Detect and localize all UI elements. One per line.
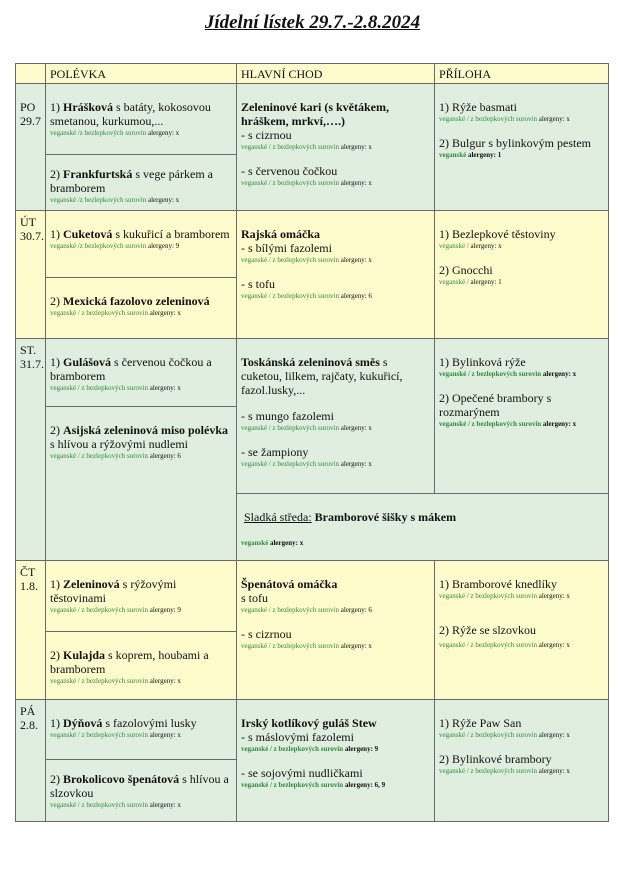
page-title: Jídelní lístek 29.7.-2.8.2024	[204, 12, 421, 33]
soup-cell	[46, 84, 237, 155]
dish-text: 1) Dýňová s fazolovými lusky	[50, 716, 197, 730]
monday-row-1	[16, 84, 609, 155]
day-cell-wednesday	[16, 339, 46, 561]
dish-meta: veganské / z bezlepkových surovin alergeny: x	[50, 677, 181, 685]
dish-meta: veganské / z bezlepkových surovin alergeny: x	[439, 420, 577, 428]
day-name: ÚT	[20, 215, 36, 229]
soup-cell	[46, 211, 237, 278]
header-side: PŘÍLOHA	[435, 64, 609, 84]
main-title: Irský kotlíkový guláš Stew	[241, 716, 377, 730]
soup-cell	[46, 760, 237, 822]
dish-meta: veganské / z bezlepkových surovin alergeny: 9	[241, 745, 379, 753]
dish-meta: veganské / z bezlepkových surovin alergeny: 6	[50, 452, 181, 460]
soup-cell	[46, 155, 237, 211]
dish-meta: veganské / z bezlepkových surovin alergeny: x	[439, 767, 570, 775]
main-cell	[237, 700, 435, 822]
day-cell-friday	[16, 700, 46, 822]
dish-meta: veganské / z bezlepkových surovin alergeny: x	[50, 384, 181, 392]
main-cell	[237, 339, 435, 494]
main-variant: - se sojovými nudličkami	[241, 766, 363, 780]
dish-meta: veganské / z bezlepkových surovin alergeny: 6	[241, 606, 372, 614]
main-title: Špenátová omáčka	[241, 577, 338, 591]
side-dish: 2) Rýže se slzovkou	[439, 623, 536, 637]
main-variant: - s bílými fazolemi	[241, 241, 332, 255]
dish-meta: veganské / z bezlepkových surovin alergeny: x	[439, 641, 570, 649]
friday-row-1	[16, 700, 609, 760]
side-dish: 1) Bylinková rýže	[439, 355, 526, 369]
sweet-wednesday-cell	[237, 494, 609, 561]
main-variant: - s tofu	[241, 277, 275, 291]
side-cell	[435, 84, 609, 211]
main-cell	[237, 84, 435, 211]
main-title: Zeleninové kari (s květákem, hráškem, mrkví,….)	[241, 100, 389, 128]
side-cell	[435, 339, 609, 494]
side-dish: 2) Opečené brambory s rozmarýnem	[439, 391, 552, 419]
day-name: ST.	[20, 343, 37, 357]
dish-meta: veganské / z bezlepkových surovin alergeny: x	[50, 309, 181, 317]
day-name: PO	[20, 100, 36, 114]
side-dish: 1) Bramborové knedlíky	[439, 577, 557, 591]
dish-meta: veganské / z bezlepkových surovin alergeny: 6, 9	[241, 781, 386, 789]
thursday-row-1	[16, 561, 609, 632]
main-variant: - s mungo fazolemi	[241, 409, 334, 423]
dish-text: 2) Asijská zeleninová miso polévka s hlívou a rýžovými nudlemi	[50, 423, 229, 451]
dish-meta: veganské / z bezlepkových surovin alergeny: x	[241, 256, 372, 264]
day-cell-monday	[16, 84, 46, 211]
side-dish: 1) Bezlepkové těstoviny	[439, 227, 556, 241]
dish-text: 1) Cuketová s kukuřicí a bramborem	[50, 227, 230, 241]
dish-text: 1) Hrášková s batáty, kokosovou smetanou, kurkumou,...	[50, 100, 211, 128]
day-date: 2.8.	[20, 718, 38, 732]
dish-text: 2) Frankfurtská s vege párkem a bramborem	[50, 167, 213, 195]
main-variant: s tofu	[241, 591, 268, 605]
dish-meta: veganské alergeny: x	[241, 539, 304, 547]
dish-text: 1) Gulášová s červenou čočkou a bramborem	[50, 355, 212, 383]
side-dish: 1) Rýže Paw San	[439, 716, 522, 730]
dish-text: 1) Zeleninová s rýžovými těstovinami	[50, 577, 177, 605]
side-dish: 1) Rýže basmati	[439, 100, 517, 114]
tuesday-row-1	[16, 211, 609, 278]
dish-meta: veganské / z bezlepkových surovin alergeny: x	[241, 143, 372, 151]
dish-meta: veganské / z bezlepkových surovin alergeny: x	[50, 801, 181, 809]
header-row	[16, 64, 609, 84]
soup-cell	[46, 561, 237, 632]
main-variant: - s cizrnou	[241, 128, 292, 142]
day-date: 1.8.	[20, 579, 38, 593]
main-variant: - s máslovými fazolemi	[241, 730, 354, 744]
main-variant: - se žampiony	[241, 445, 309, 459]
menu-table	[15, 63, 609, 822]
side-cell	[435, 561, 609, 700]
soup-cell	[46, 407, 237, 561]
dish-meta: veganské alergeny: 1	[439, 151, 502, 159]
main-cell	[237, 561, 435, 700]
main-variant: - s cizrnou	[241, 627, 292, 641]
dish-meta: veganské /z bezlepkových surovin alergeny: x	[50, 196, 180, 204]
dish-meta: veganské / z bezlepkových surovin alergeny: x	[439, 731, 570, 739]
dish-meta: veganské / z bezlepkových surovin alergeny: 6	[241, 292, 372, 300]
dish-meta: veganské / z bezlepkových surovin alergeny: x	[241, 460, 372, 468]
main-cell	[237, 211, 435, 339]
main-title: Toskánská zeleninová směs s cuketou, lilkem, rajčaty, kukuřicí, fazol.lusky,...	[241, 355, 403, 397]
dish-meta: veganské /z bezlepkových surovin alergeny: x	[50, 129, 180, 137]
dish-meta: veganské / z bezlepkových surovin alergeny: x	[241, 424, 372, 432]
soup-cell	[46, 339, 237, 407]
side-dish: 2) Bulgur s bylinkovým pestem	[439, 136, 591, 150]
sweet-wednesday: Sladká středa: Bramborové šišky s mákem	[244, 510, 457, 524]
day-date: 30.7.	[20, 229, 44, 243]
dish-meta: veganské / z bezlepkových surovin alergeny: 9	[50, 606, 181, 614]
header-day	[16, 64, 46, 84]
day-date: 29.7	[20, 114, 41, 128]
day-cell-tuesday	[16, 211, 46, 339]
side-dish: 2) Gnocchi	[439, 263, 493, 277]
side-cell	[435, 700, 609, 822]
day-name: ČT	[20, 565, 36, 579]
side-dish: 2) Bylinkové brambory	[439, 752, 552, 766]
dish-meta: veganské /z bezlepkových surovin alergeny: 9	[50, 242, 180, 250]
dish-text: 2) Brokolicovo špenátová s hlívou a slzovkou	[50, 772, 229, 800]
main-title: Rajská omáčka	[241, 227, 321, 241]
soup-cell	[46, 700, 237, 760]
dish-text: 2) Kulajda s koprem, houbami a bramborem	[50, 648, 209, 676]
soup-cell	[46, 278, 237, 339]
day-cell-thursday	[16, 561, 46, 700]
dish-meta: veganské / z bezlepkových surovin alergeny: x	[50, 731, 181, 739]
day-date: 31.7.	[20, 357, 44, 371]
dish-meta: veganské / z bezlepkových surovin alergeny: x	[241, 642, 372, 650]
day-name: PÁ	[20, 704, 36, 718]
dish-meta: veganské / z bezlepkových surovin alergeny: x	[439, 370, 577, 378]
wednesday-row-1	[16, 339, 609, 407]
dish-text: 2) Mexická fazolovo zeleninová	[50, 294, 210, 308]
header-main: HLAVNÍ CHOD	[237, 64, 435, 84]
header-soup: POLÉVKA	[46, 64, 237, 84]
main-variant: - s červenou čočkou	[241, 164, 338, 178]
dish-meta: veganské / z bezlepkových surovin alergeny: x	[241, 179, 372, 187]
dish-meta: veganské / alergeny: 1	[439, 278, 502, 286]
soup-cell	[46, 632, 237, 700]
dish-meta: veganské / z bezlepkových surovin alergeny: x	[439, 115, 570, 123]
dish-meta: veganské / alergeny: x	[439, 242, 502, 250]
side-cell	[435, 211, 609, 339]
dish-meta: veganské / z bezlepkových surovin alergeny: x	[439, 592, 570, 600]
